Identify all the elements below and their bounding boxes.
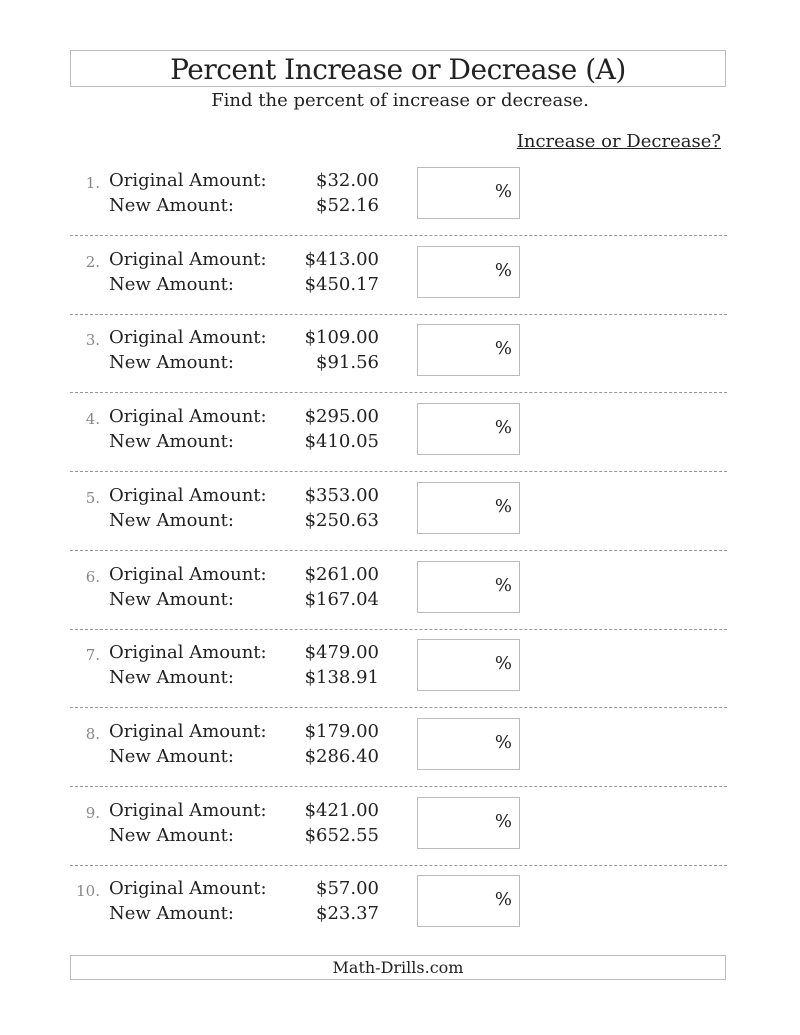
original-label: Original Amount: — [109, 720, 267, 742]
separator — [70, 235, 727, 236]
new-label: New Amount: — [109, 352, 234, 374]
original-amount: $261.00 — [304, 563, 379, 585]
percent-sign: % — [494, 417, 512, 439]
new-amount: $167.04 — [304, 588, 379, 610]
new-label: New Amount: — [109, 824, 234, 846]
original-label: Original Amount: — [109, 248, 267, 270]
problem-number: 9. — [85, 803, 100, 822]
problem-row — [70, 481, 727, 559]
percent-sign: % — [494, 731, 512, 753]
original-label: Original Amount: — [109, 170, 267, 191]
new-amount: $652.55 — [304, 824, 379, 846]
problem-number: 10. — [76, 882, 100, 901]
separator — [70, 707, 727, 708]
problem-number: 4. — [85, 410, 100, 429]
original-label: Original Amount: — [109, 642, 267, 664]
answer-box[interactable] — [417, 718, 520, 770]
problem-row — [70, 166, 727, 244]
new-amount: $52.16 — [316, 195, 379, 216]
problem-number: 5. — [85, 488, 100, 507]
problem-number: 8. — [85, 724, 100, 743]
percent-sign: % — [494, 495, 512, 517]
problem-row — [70, 402, 727, 480]
original-amount: $479.00 — [304, 642, 379, 664]
problem-number: 1. — [85, 174, 100, 192]
new-amount: $138.91 — [304, 667, 379, 689]
percent-sign: % — [494, 338, 512, 360]
instructions: Find the percent of increase or decrease. — [211, 90, 589, 111]
new-label: New Amount: — [109, 195, 234, 216]
original-amount: $109.00 — [304, 327, 379, 349]
percent-sign: % — [494, 810, 512, 832]
new-amount: $450.17 — [304, 273, 379, 295]
problem-number: 3. — [85, 331, 100, 350]
new-label: New Amount: — [109, 509, 234, 531]
new-label: New Amount: — [109, 588, 234, 610]
problem-row — [70, 638, 727, 716]
original-amount: $179.00 — [304, 720, 379, 742]
column-header: Increase or Decrease? — [516, 131, 721, 152]
answer-box[interactable] — [417, 403, 520, 455]
new-label: New Amount: — [109, 667, 234, 689]
original-amount: $32.00 — [316, 170, 379, 191]
answer-box[interactable] — [417, 167, 520, 219]
answer-box[interactable] — [417, 324, 520, 376]
original-amount: $295.00 — [304, 406, 379, 428]
problem-row — [70, 796, 727, 874]
problem-row — [70, 874, 727, 952]
new-amount: $410.05 — [304, 431, 379, 453]
new-amount: $23.37 — [316, 903, 379, 925]
original-amount: $353.00 — [304, 484, 379, 506]
original-amount: $413.00 — [304, 248, 379, 270]
separator — [70, 629, 727, 630]
problem-number: 7. — [85, 646, 100, 665]
problem-number: 6. — [85, 567, 100, 586]
original-label: Original Amount: — [109, 406, 267, 428]
percent-sign: % — [494, 259, 512, 281]
separator — [70, 865, 727, 866]
answer-box[interactable] — [417, 561, 520, 613]
footer-site: Math-Drills.com — [70, 955, 726, 980]
new-label: New Amount: — [109, 273, 234, 295]
original-amount: $421.00 — [304, 799, 379, 821]
separator — [70, 392, 727, 393]
percent-sign: % — [494, 653, 512, 675]
answer-box[interactable] — [417, 246, 520, 298]
separator — [70, 786, 727, 787]
new-label: New Amount: — [109, 903, 234, 925]
problem-row — [70, 560, 727, 638]
original-amount: $57.00 — [316, 878, 379, 900]
problem-row — [70, 717, 727, 795]
answer-box[interactable] — [417, 482, 520, 534]
problem-row — [70, 245, 727, 323]
percent-sign: % — [494, 181, 512, 202]
separator — [70, 314, 727, 315]
original-label: Original Amount: — [109, 878, 267, 900]
problem-number: 2. — [85, 252, 100, 271]
new-amount: $286.40 — [304, 745, 379, 767]
percent-sign: % — [494, 574, 512, 596]
worksheet-title: Percent Increase or Decrease (A) — [70, 50, 726, 87]
answer-box[interactable] — [417, 797, 520, 849]
original-label: Original Amount: — [109, 799, 267, 821]
new-amount: $250.63 — [304, 509, 379, 531]
new-label: New Amount: — [109, 431, 234, 453]
original-label: Original Amount: — [109, 484, 267, 506]
answer-box[interactable] — [417, 875, 520, 927]
original-label: Original Amount: — [109, 563, 267, 585]
answer-box[interactable] — [417, 639, 520, 691]
percent-sign: % — [494, 889, 512, 911]
problem-row — [70, 323, 727, 401]
separator — [70, 471, 727, 472]
original-label: Original Amount: — [109, 327, 267, 349]
new-label: New Amount: — [109, 745, 234, 767]
new-amount: $91.56 — [316, 352, 379, 374]
separator — [70, 550, 727, 551]
